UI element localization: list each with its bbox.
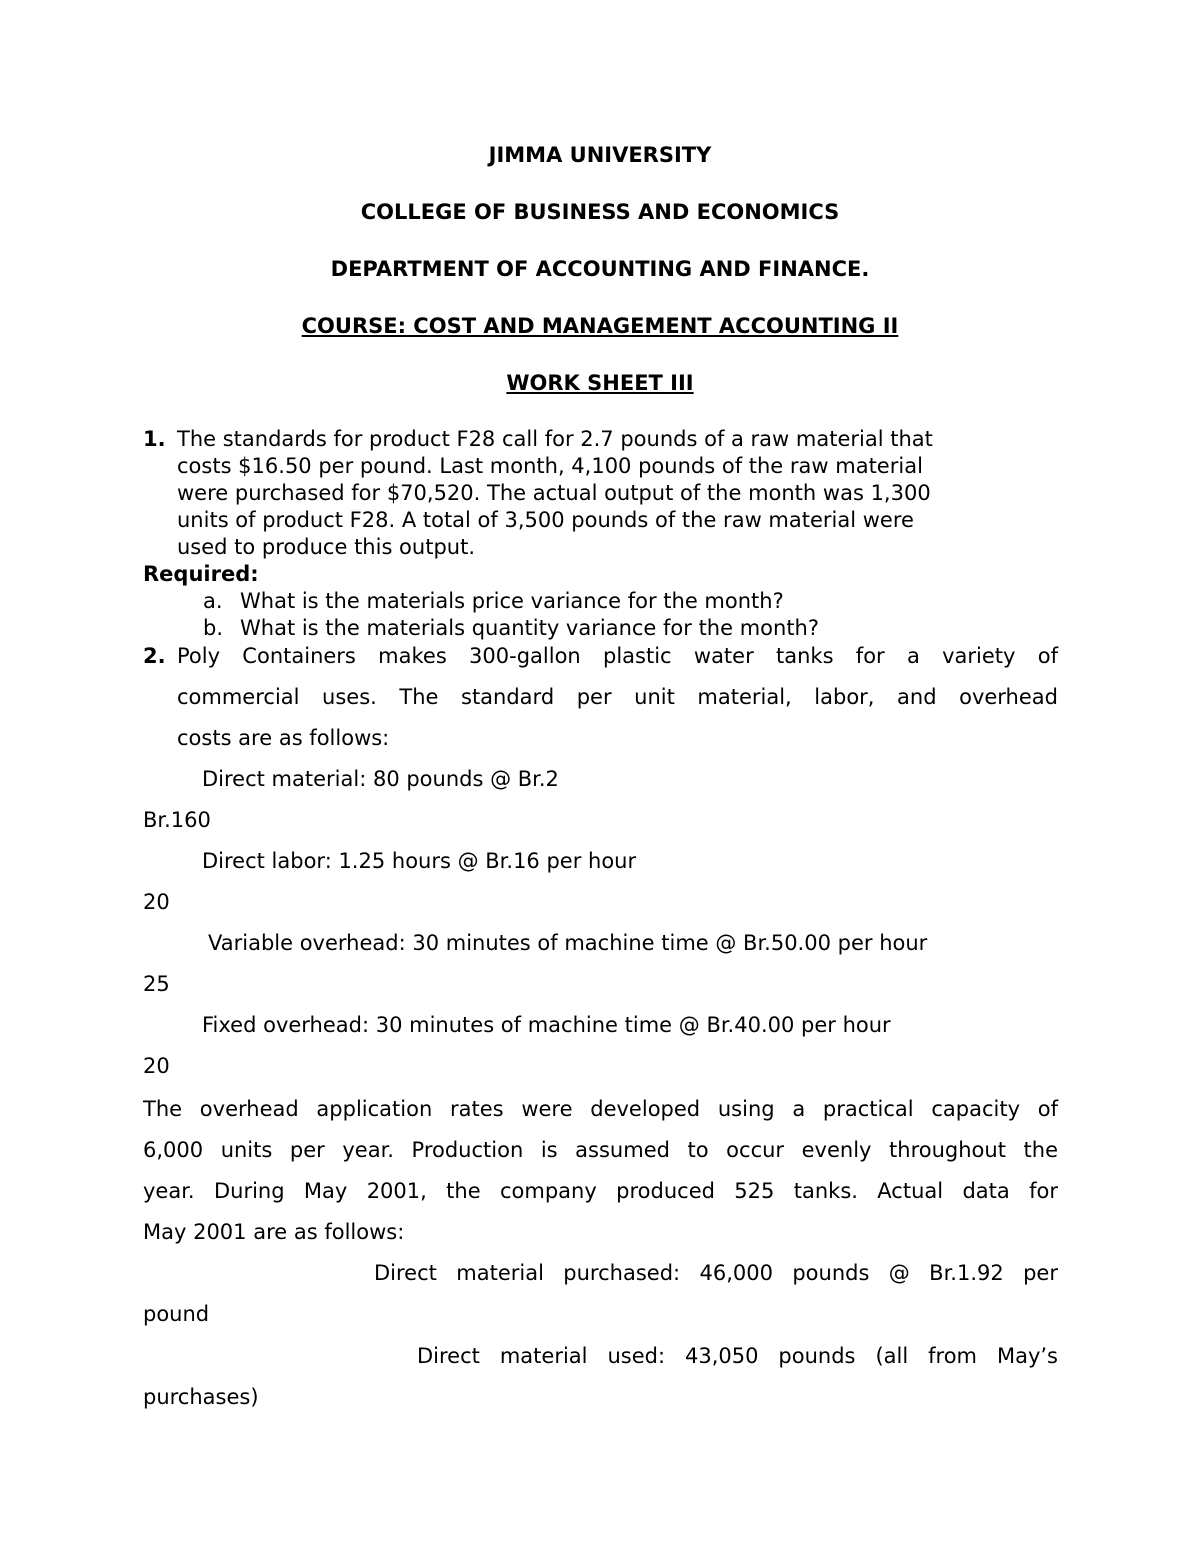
actual-data-line: Direct material purchased: 46,000 pounds @ Br.1.92 per xyxy=(374,1261,1058,1285)
standard-cost-label: Variable overhead: 30 minutes of machine time @ Br.50.00 per hour xyxy=(208,931,928,955)
course-title: COURSE: COST AND MANAGEMENT ACCOUNTING II xyxy=(301,314,899,338)
worksheet-title: WORK SHEET III xyxy=(506,371,694,395)
question-1-line: were purchased for $70,520. The actual output of the month was 1,300 xyxy=(177,481,931,505)
standard-cost-label: Direct material: 80 pounds @ Br.2 xyxy=(202,767,559,791)
question-2-intro-line: costs are as follows: xyxy=(177,726,390,750)
university-name: JIMMA UNIVERSITY xyxy=(488,143,712,167)
question-1-line: used to produce this output. xyxy=(177,535,475,559)
part-text: What is the materials price variance for the month? xyxy=(240,589,784,613)
question-2-intro-line: commercial uses. The standard per unit material, labor, and overhead xyxy=(177,685,1058,709)
standard-cost-amount: 25 xyxy=(143,972,170,996)
question-2-intro-line: Poly Containers makes 300-gallon plastic water tanks for a variety of xyxy=(177,644,1058,668)
paragraph-line: year. During May 2001, the company produced 525 tanks. Actual data for xyxy=(143,1179,1058,1203)
actual-data-continuation: pound xyxy=(143,1302,210,1326)
paragraph-line: May 2001 are as follows: xyxy=(143,1220,405,1244)
required-label: Required: xyxy=(143,562,259,586)
paragraph-line: The overhead application rates were developed using a practical capacity of xyxy=(143,1097,1058,1121)
actual-data-continuation: purchases) xyxy=(143,1385,259,1409)
actual-data-line: Direct material used: 43,050 pounds (all from May’s xyxy=(417,1344,1058,1368)
paragraph-line: 6,000 units per year. Production is assumed to occur evenly throughout the xyxy=(143,1138,1058,1162)
question-2-number: 2. xyxy=(143,644,166,668)
question-1-line: The standards for product F28 call for 2.7 pounds of a raw material that xyxy=(177,427,933,451)
standard-cost-label: Fixed overhead: 30 minutes of machine time @ Br.40.00 per hour xyxy=(202,1013,891,1037)
question-1-number: 1. xyxy=(143,427,166,451)
part-text: What is the materials quantity variance for the month? xyxy=(240,616,820,640)
question-1-line: units of product F28. A total of 3,500 pounds of the raw material were xyxy=(177,508,914,532)
standard-cost-label: Direct labor: 1.25 hours @ Br.16 per hour xyxy=(202,849,637,873)
part-letter: b. xyxy=(203,616,224,640)
question-1-line: costs $16.50 per pound. Last month, 4,100 pounds of the raw material xyxy=(177,454,923,478)
department-name: DEPARTMENT OF ACCOUNTING AND FINANCE. xyxy=(330,257,870,281)
standard-cost-amount: 20 xyxy=(143,1054,170,1078)
standard-cost-amount: 20 xyxy=(143,890,170,914)
standard-cost-amount: Br.160 xyxy=(143,808,211,832)
college-name: COLLEGE OF BUSINESS AND ECONOMICS xyxy=(360,200,840,224)
part-letter: a. xyxy=(203,589,223,613)
